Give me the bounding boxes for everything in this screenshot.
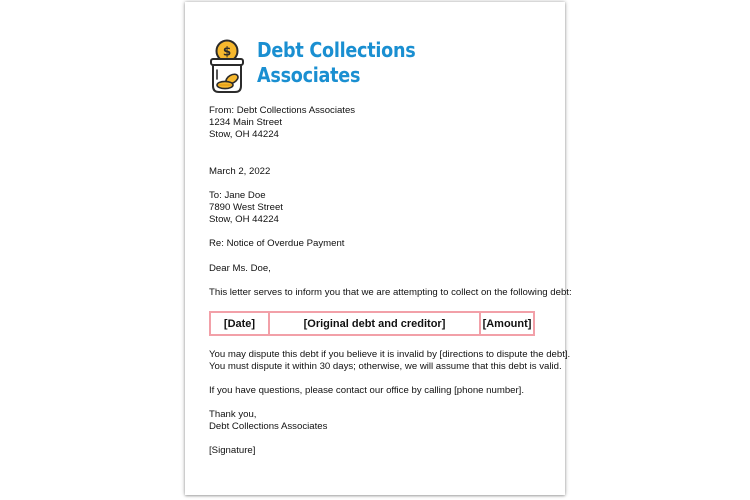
recipient-line1: To: Jane Doe bbox=[209, 190, 266, 201]
intro-paragraph: This letter serves to inform you that we are attempting to collect on the following debt: bbox=[209, 287, 572, 298]
recipient-line2: 7890 West Street bbox=[209, 202, 283, 213]
subject-line: Re: Notice of Overdue Payment bbox=[209, 238, 345, 249]
debt-table bbox=[209, 311, 535, 336]
closing-line1: Thank you, bbox=[209, 409, 257, 420]
company-name-line2: Associates bbox=[257, 63, 361, 87]
sender-line3: Stow, OH 44224 bbox=[209, 129, 279, 140]
dispute-line1: You may dispute this debt if you believe it is invalid by [directions to dispute the debt]. bbox=[209, 349, 571, 360]
debt-table-amount-cell: [Amount] bbox=[482, 317, 532, 330]
sender-line2: 1234 Main Street bbox=[209, 117, 283, 128]
signature-placeholder: [Signature] bbox=[209, 445, 256, 456]
salutation: Dear Ms. Doe, bbox=[209, 263, 271, 274]
recipient-line3: Stow, OH 44224 bbox=[209, 214, 279, 225]
company-name-line1: Debt Collections bbox=[257, 38, 416, 62]
dispute-line2: You must dispute it within 30 days; otherwise, we will assume that this debt is valid. bbox=[209, 361, 562, 372]
sender-line1: From: Debt Collections Associates bbox=[209, 105, 356, 116]
debt-table-debt-cell: [Original debt and creditor] bbox=[270, 313, 481, 334]
letter-page bbox=[185, 2, 572, 495]
closing-line2: Debt Collections Associates bbox=[209, 421, 328, 432]
contact-paragraph: If you have questions, please contact our office by calling [phone number]. bbox=[209, 385, 525, 396]
coin-jar-icon bbox=[208, 39, 246, 94]
letter-date: March 2, 2022 bbox=[209, 166, 271, 177]
company-name bbox=[257, 38, 415, 88]
svg-text:$: $ bbox=[222, 44, 232, 59]
debt-table-date-cell: [Date] bbox=[211, 313, 270, 334]
